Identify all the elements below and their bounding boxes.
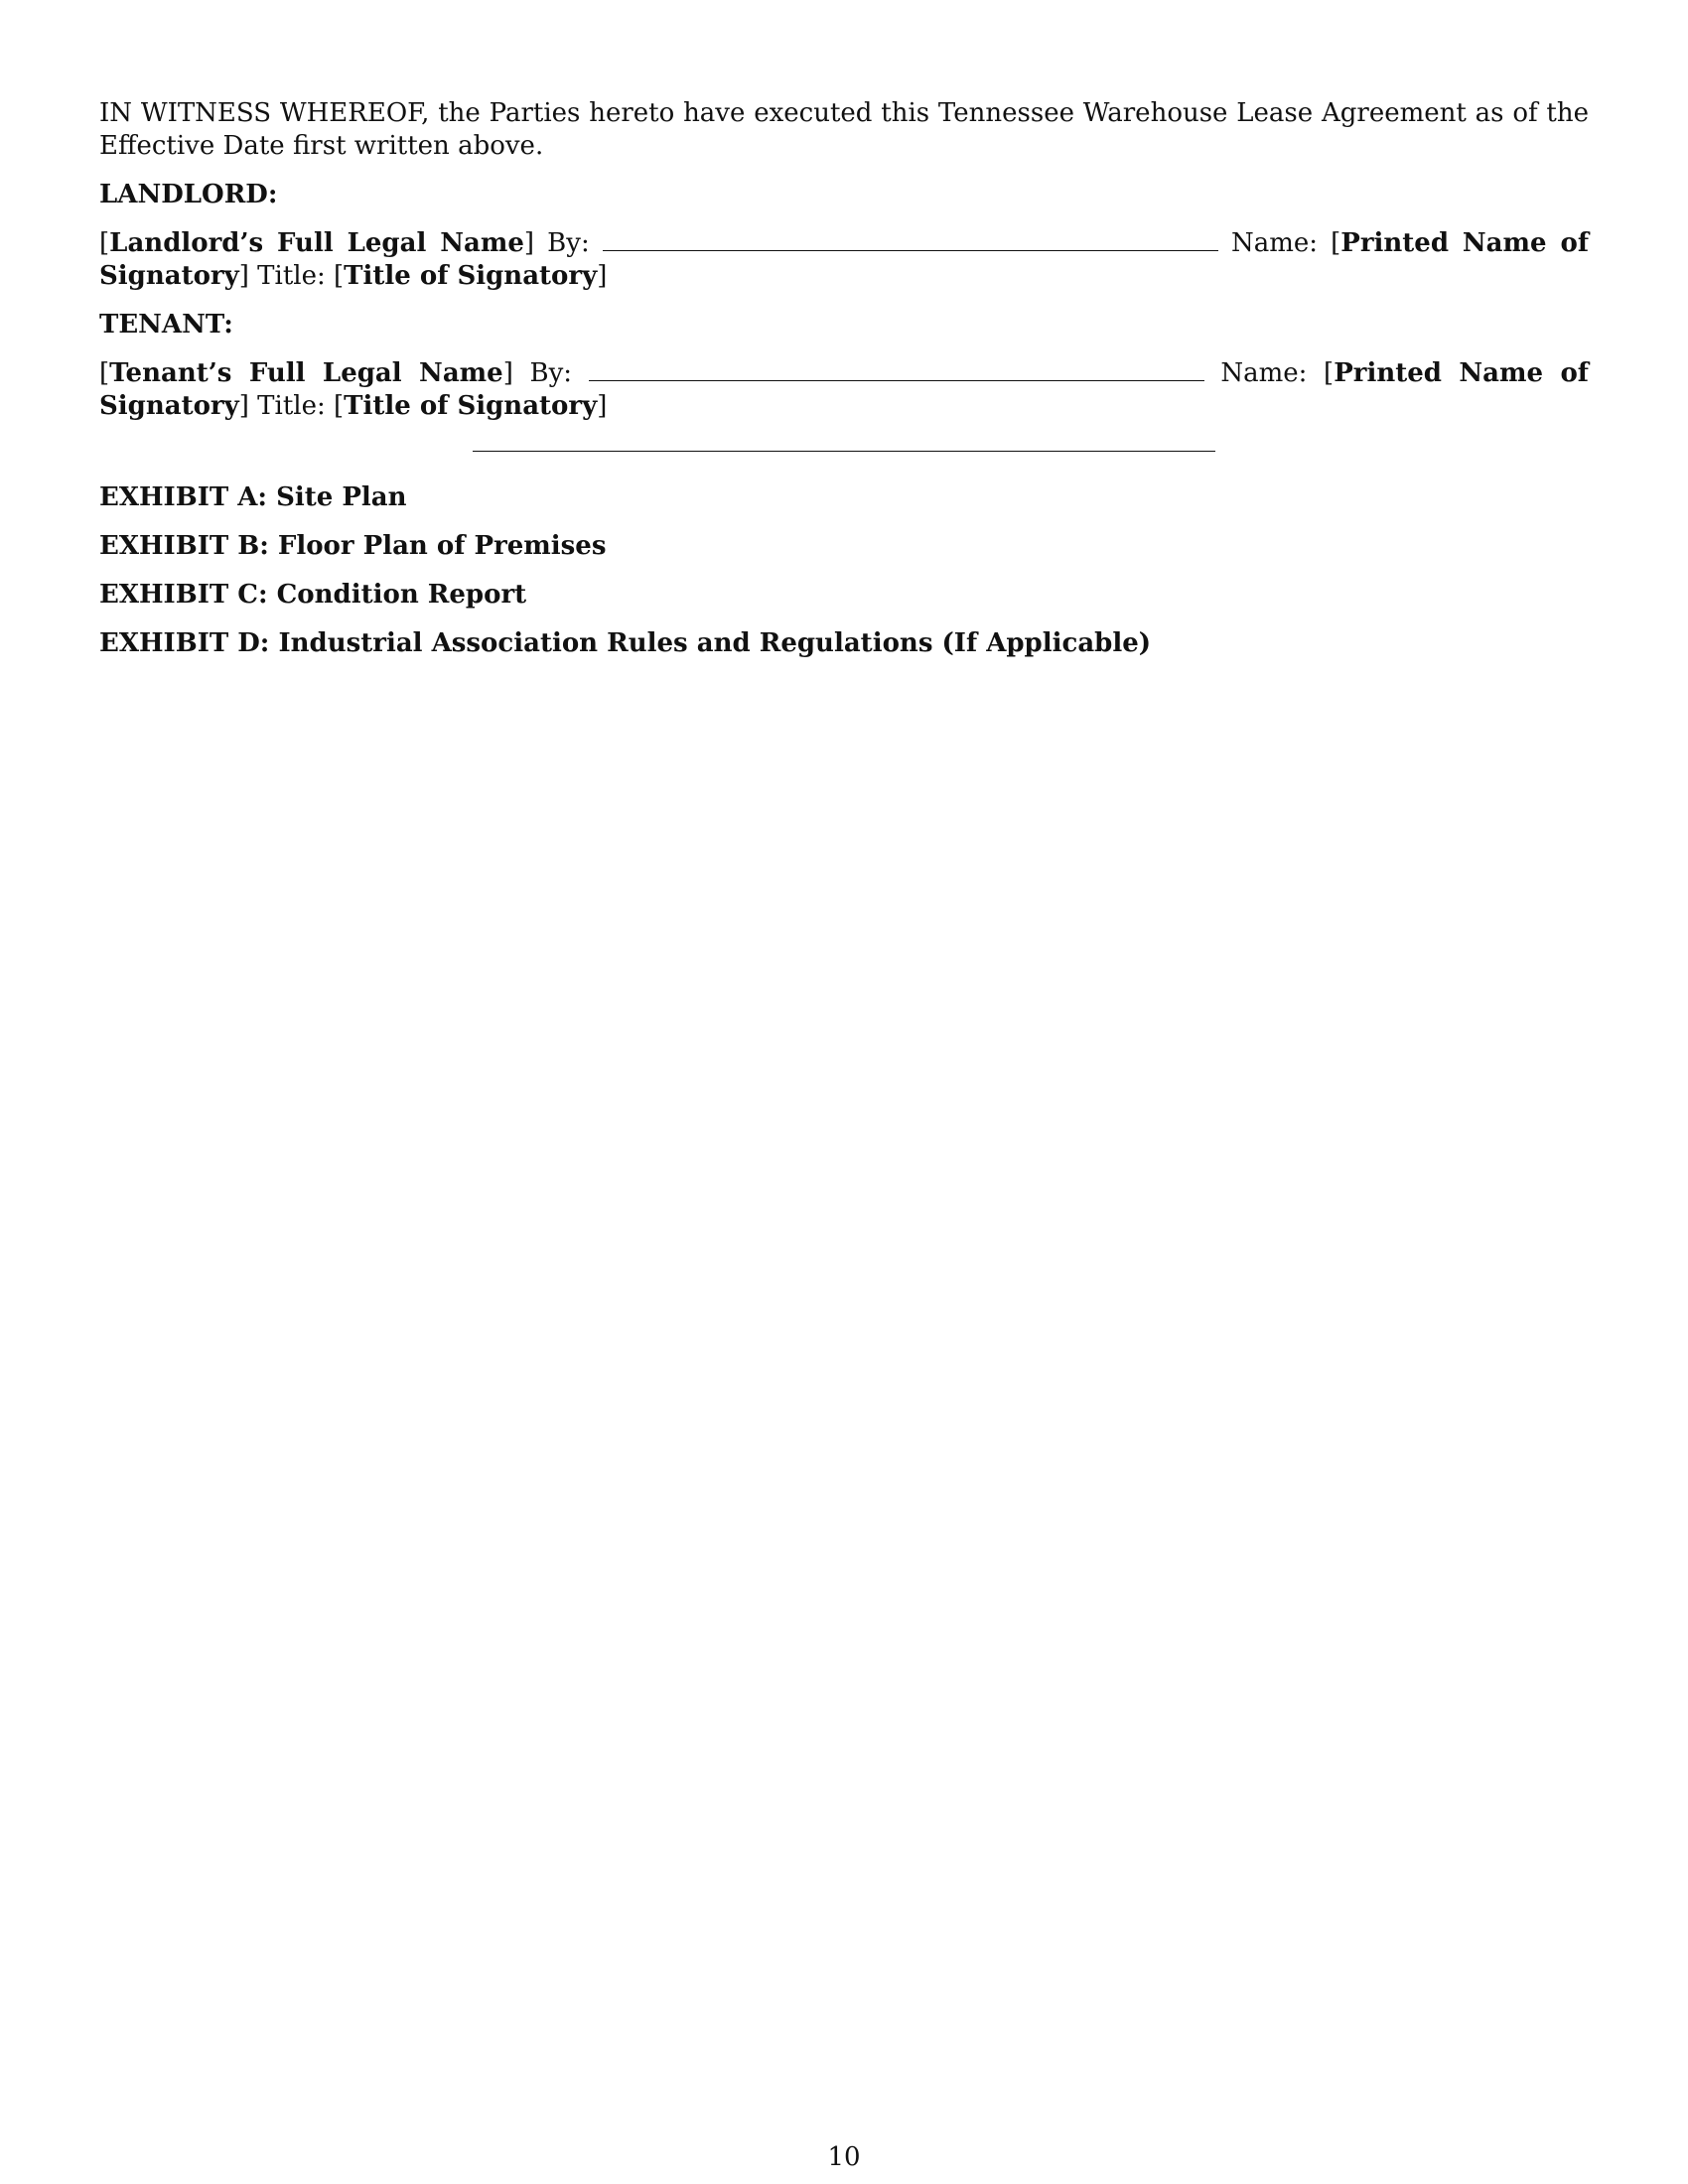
tenant-signature-block: [Tenant’s Full Legal Name] By: Name: [Printed Name of Signatory] Title: [Title of Signatory] bbox=[99, 358, 1589, 421]
document-page bbox=[99, 97, 1589, 676]
landlord-heading: LANDLORD: bbox=[99, 180, 278, 209]
exhibit-c: EXHIBIT C: Condition Report bbox=[99, 580, 527, 610]
page-number: 10 bbox=[827, 2142, 861, 2172]
tenant-title-label: Title: bbox=[257, 391, 326, 421]
tenant-name-label: Name: bbox=[1220, 358, 1308, 388]
landlord-printed-name: Printed Name of Signatory bbox=[99, 228, 1590, 291]
exhibit-b: EXHIBIT B: Floor Plan of Premises bbox=[99, 531, 607, 561]
landlord-signature-block: [Landlord’s Full Legal Name] By: Name: [Printed Name of Signatory] Title: [Title of Signatory] bbox=[99, 228, 1590, 291]
landlord-name-label: Name: bbox=[1230, 228, 1318, 258]
landlord-title-label: Title: bbox=[257, 261, 326, 291]
landlord-title-value: Title of Signatory bbox=[344, 261, 598, 291]
tenant-heading: TENANT: bbox=[99, 310, 233, 340]
tenant-by-label: By: bbox=[529, 358, 573, 388]
witness-paragraph: IN WITNESS WHEREOF, the Parties hereto have executed this Tennessee Warehouse Lease Agreement as of the Effective Date first written above. bbox=[99, 98, 1589, 161]
landlord-party-name: Landlord’s Full Legal Name bbox=[109, 228, 524, 258]
landlord-by-label: By: bbox=[547, 228, 590, 258]
tenant-signature-line[interactable] bbox=[589, 358, 1204, 381]
tenant-party-name: Tenant’s Full Legal Name bbox=[109, 358, 503, 388]
landlord-signature-line[interactable] bbox=[603, 228, 1218, 251]
section-divider bbox=[473, 451, 1215, 452]
exhibit-d: EXHIBIT D: Industrial Association Rules and Regulations (If Applicable) bbox=[99, 628, 1152, 658]
tenant-printed-name: Printed Name of Signatory bbox=[99, 358, 1589, 421]
tenant-title-value: Title of Signatory bbox=[344, 391, 598, 421]
exhibit-a: EXHIBIT A: Site Plan bbox=[99, 482, 407, 512]
